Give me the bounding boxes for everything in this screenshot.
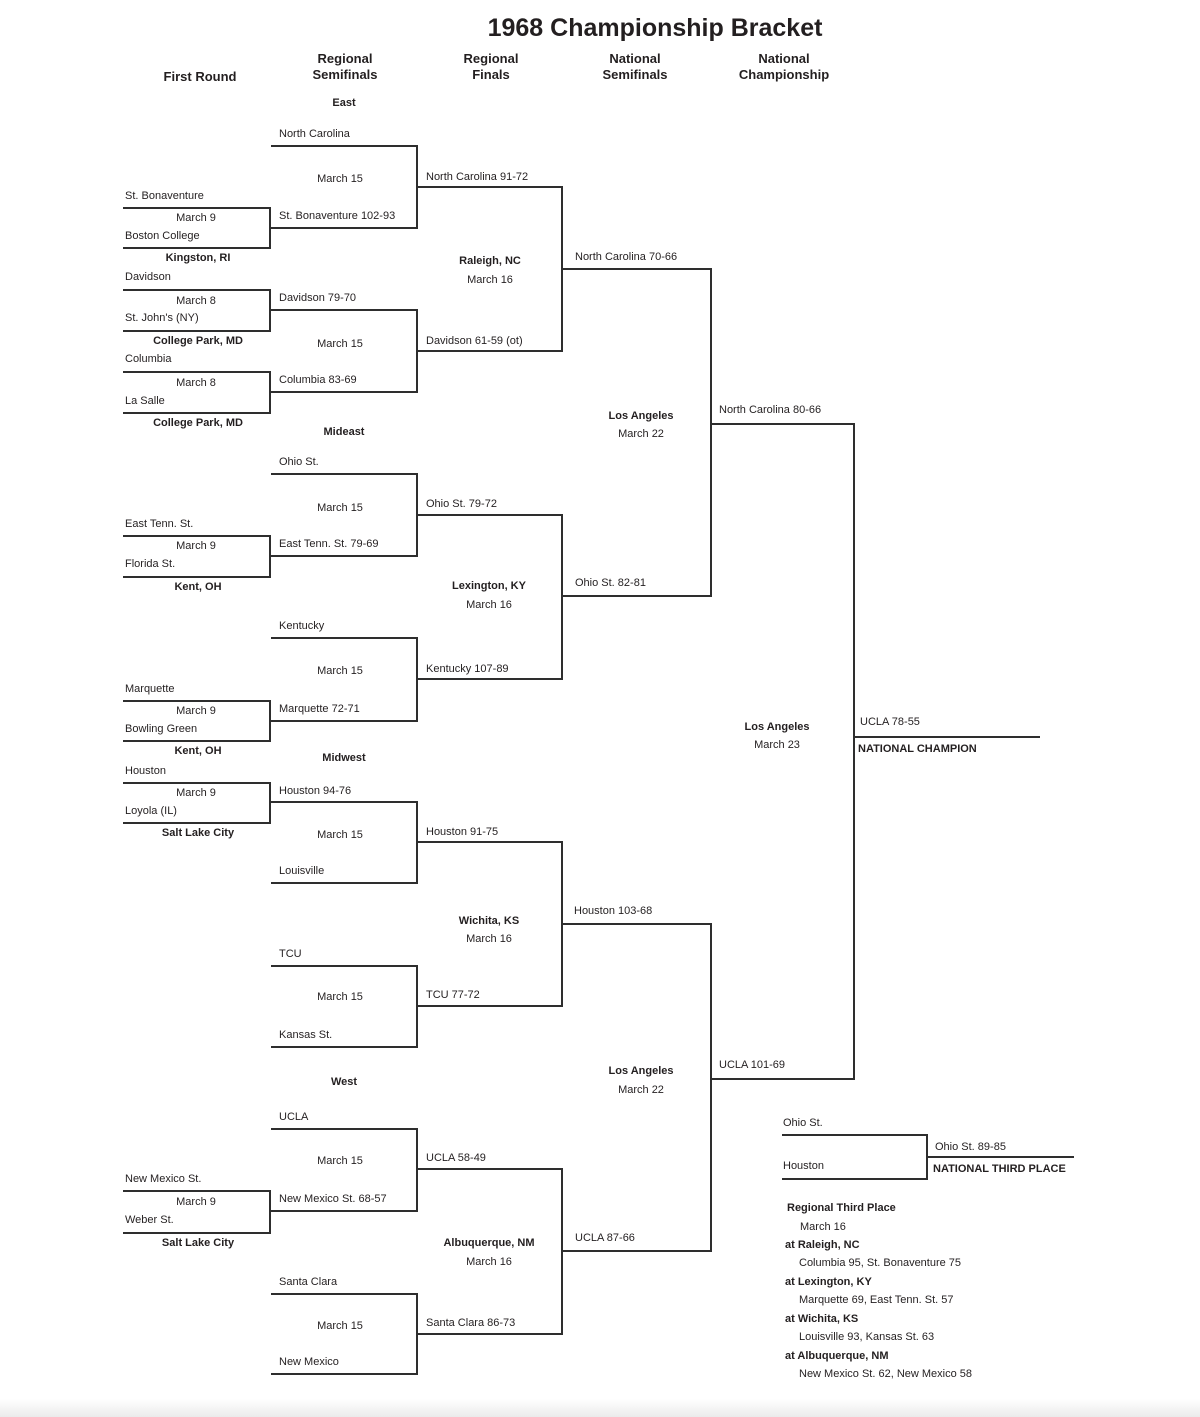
region-label: West [330, 1076, 358, 1088]
match-date: March 22 [618, 1084, 664, 1096]
match-date: March 15 [317, 991, 363, 1003]
match-date: March 16 [467, 274, 513, 286]
venue-label: Albuquerque, NM [443, 1237, 535, 1249]
match-date: March 15 [317, 1320, 363, 1332]
team-name: Columbia [125, 353, 172, 365]
winner-result: Houston 103-68 [574, 905, 653, 917]
winner-result: North Carolina 80-66 [719, 404, 822, 416]
team-name: UCLA [279, 1111, 309, 1123]
winner-result: North Carolina 70-66 [575, 251, 678, 263]
team-name: Kentucky [279, 620, 325, 632]
bracket-connector [561, 514, 563, 680]
bracket-line [416, 841, 563, 843]
venue-label: Kent, OH [174, 581, 222, 593]
column-header-regional-semifinals: Regional Semifinals [312, 51, 378, 82]
bracket-line [123, 412, 271, 414]
team-name: New Mexico St. [125, 1173, 202, 1185]
team-name: TCU [279, 948, 302, 960]
venue-label: at Lexington, KY [785, 1276, 872, 1288]
venue-label: College Park, MD [153, 417, 243, 429]
winner-result: Houston 94-76 [279, 785, 352, 797]
bracket-line [123, 371, 271, 373]
regional-third-place-title: Regional Third Place [787, 1202, 896, 1214]
bracket-line [123, 822, 271, 824]
bracket-line [123, 576, 271, 578]
team-name: Louisville [279, 865, 325, 877]
venue-label: at Wichita, KS [785, 1313, 859, 1325]
winner-result: UCLA 78-55 [860, 716, 920, 728]
winner-result: Marquette 72-71 [279, 703, 360, 715]
game-result: Columbia 95, St. Bonaventure 75 [799, 1257, 962, 1269]
match-date: March 15 [317, 502, 363, 514]
match-date: March 23 [754, 739, 800, 751]
bracket-line [271, 1293, 418, 1295]
venue-label: Los Angeles [608, 410, 674, 422]
bracket-line [416, 1168, 563, 1170]
winner-result: Houston 91-75 [426, 826, 499, 838]
bracket-line [782, 1178, 928, 1180]
bracket-line [561, 595, 712, 597]
match-date: March 15 [317, 173, 363, 185]
team-name: Florida St. [125, 558, 176, 570]
bracket-line [271, 965, 418, 967]
bracket-line [926, 1156, 1074, 1158]
team-name: Davidson [125, 271, 171, 283]
team-name: St. Bonaventure [125, 190, 204, 202]
venue-label: Los Angeles [744, 721, 810, 733]
game-result: Marquette 69, East Tenn. St. 57 [799, 1294, 954, 1306]
bracket-line [123, 247, 271, 249]
bracket-line [269, 801, 418, 803]
venue-label: Salt Lake City [161, 1237, 235, 1249]
bracket-line [561, 268, 712, 270]
match-date: March 16 [466, 1256, 512, 1268]
match-date: March 16 [800, 1221, 846, 1233]
bracket-connector [853, 423, 855, 1080]
winner-result: Kentucky 107-89 [426, 663, 509, 675]
match-date: March 15 [317, 1155, 363, 1167]
team-name: Ohio St. [783, 1117, 823, 1129]
team-name: Marquette [125, 683, 175, 695]
bracket-connector [269, 782, 271, 824]
bracket-line [561, 923, 712, 925]
winner-result: UCLA 101-69 [719, 1059, 786, 1071]
team-name: Houston [783, 1160, 824, 1172]
bracket-line [416, 350, 563, 352]
winner-result: East Tenn. St. 79-69 [279, 538, 379, 550]
winner-result: Columbia 83-69 [279, 374, 357, 386]
team-name: Boston College [125, 230, 200, 242]
venue-label: Kent, OH [174, 745, 222, 757]
bracket-line [123, 1190, 271, 1192]
bracket-line [271, 473, 418, 475]
winner-result: St. Bonaventure 102-93 [279, 210, 396, 222]
venue-label: at Albuquerque, NM [785, 1350, 889, 1362]
match-date: March 9 [176, 540, 216, 552]
page-title: 1968 Championship Bracket [487, 14, 823, 42]
venue-label: Kingston, RI [165, 252, 231, 264]
bracket-connector [269, 1190, 271, 1234]
bracket-line [416, 1005, 563, 1007]
match-date: March 16 [466, 599, 512, 611]
bracket-line [269, 555, 418, 557]
winner-result: Davidson 61-59 (ot) [426, 335, 523, 347]
match-date: March 9 [176, 787, 216, 799]
region-label: Midwest [322, 752, 366, 764]
bracket-line [269, 720, 418, 722]
winner-result: Santa Clara 86-73 [426, 1317, 516, 1329]
match-date: March 8 [176, 377, 216, 389]
venue-label: Raleigh, NC [459, 255, 521, 267]
national-champion-label: NATIONAL CHAMPION [858, 743, 977, 755]
bracket-line [269, 227, 418, 229]
bracket-line [416, 186, 563, 188]
winner-result: North Carolina 91-72 [426, 171, 529, 183]
bracket-line [123, 700, 271, 702]
match-date: March 9 [176, 1196, 216, 1208]
column-header-national-championship: National Championship [738, 51, 830, 82]
team-name: Loyola (IL) [125, 805, 177, 817]
bracket-line [710, 423, 855, 425]
bracket-line [271, 882, 418, 884]
match-date: March 8 [176, 295, 216, 307]
bracket-line [269, 1210, 418, 1212]
winner-result: Ohio St. 89-85 [935, 1141, 1006, 1153]
venue-label: Los Angeles [608, 1065, 674, 1077]
winner-result: UCLA 58-49 [426, 1152, 486, 1164]
venue-label: College Park, MD [153, 335, 243, 347]
bracket-connector [416, 1128, 418, 1212]
bracket-line [271, 1128, 418, 1130]
team-name: La Salle [125, 395, 165, 407]
bracket-line [416, 678, 563, 680]
bracket-connector [710, 268, 712, 597]
bracket-line [271, 1046, 418, 1048]
bracket-line [123, 535, 271, 537]
region-label: East [332, 97, 356, 109]
venue-label: at Raleigh, NC [785, 1239, 860, 1251]
winner-result: Ohio St. 82-81 [575, 577, 646, 589]
match-date: March 16 [466, 933, 512, 945]
bracket-connector [710, 923, 712, 1252]
venue-label: Wichita, KS [458, 915, 520, 927]
winner-result: New Mexico St. 68-57 [279, 1193, 387, 1205]
bracket-line [123, 782, 271, 784]
venue-label: Salt Lake City [161, 827, 235, 839]
team-name: Weber St. [125, 1214, 174, 1226]
team-name: St. John's (NY) [125, 312, 199, 324]
team-name: New Mexico [279, 1356, 339, 1368]
team-name: North Carolina [279, 128, 350, 140]
team-name: Bowling Green [125, 723, 198, 735]
team-name: East Tenn. St. [125, 518, 194, 530]
bracket-line [123, 740, 271, 742]
bracket-line [269, 309, 418, 311]
bracket-line [271, 145, 418, 147]
team-name: Kansas St. [279, 1029, 333, 1041]
bracket-line [123, 1232, 271, 1234]
venue-label: Lexington, KY [452, 580, 526, 592]
bracket-line [710, 1078, 855, 1080]
winner-result: UCLA 87-66 [575, 1232, 635, 1244]
match-date: March 9 [176, 212, 216, 224]
bracket-line [123, 330, 271, 332]
game-result: New Mexico St. 62, New Mexico 58 [799, 1368, 973, 1380]
game-result: Louisville 93, Kansas St. 63 [799, 1331, 935, 1343]
bracket-line [561, 1250, 712, 1252]
column-header-first-round: First Round [163, 69, 237, 84]
bracket-line [782, 1134, 928, 1136]
page-bottom-edge [0, 1399, 1200, 1417]
bracket-line [123, 289, 271, 291]
bracket-line [271, 1373, 418, 1375]
winner-result: TCU 77-72 [426, 989, 480, 1001]
national-third-place-label: NATIONAL THIRD PLACE [933, 1163, 1066, 1175]
column-header-regional-finals: Regional Finals [463, 51, 519, 82]
winner-result: Davidson 79-70 [279, 292, 357, 304]
winner-result: Ohio St. 79-72 [426, 498, 497, 510]
team-name: Ohio St. [279, 456, 319, 468]
bracket-line [271, 637, 418, 639]
bracket-line [269, 391, 418, 393]
match-date: March 9 [176, 705, 216, 717]
region-label: Mideast [323, 426, 365, 438]
team-name: Santa Clara [279, 1276, 338, 1288]
bracket-line [416, 514, 563, 516]
match-date: March 22 [618, 428, 664, 440]
match-date: March 15 [317, 338, 363, 350]
bracket-line [416, 1333, 563, 1335]
match-date: March 15 [317, 665, 363, 677]
bracket-line [853, 736, 1040, 738]
column-header-national-semifinals: National Semifinals [602, 51, 668, 82]
match-date: March 15 [317, 829, 363, 841]
team-name: Houston [125, 765, 166, 777]
bracket-line [123, 207, 271, 209]
